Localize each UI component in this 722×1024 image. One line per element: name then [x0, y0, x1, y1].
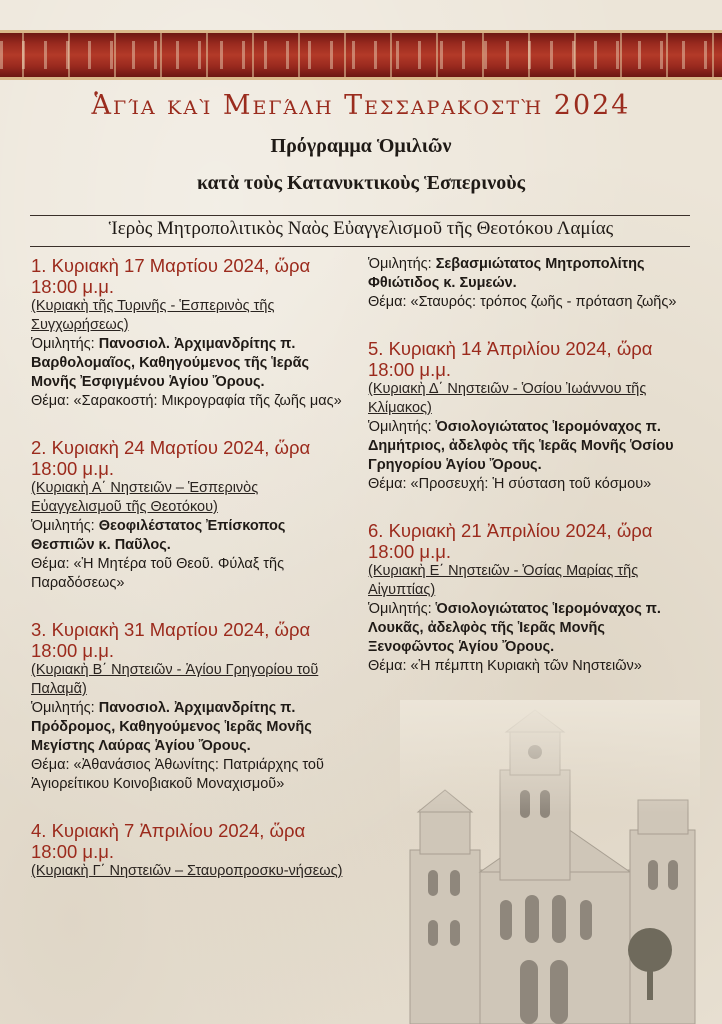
divider-top	[30, 215, 690, 216]
event-speaker	[31, 699, 349, 756]
theme-label: Θέμα:	[368, 658, 407, 674]
event-occasion: (Κυριακὴ Γ΄ Νηστειῶν – Σταυροπροσκυ-νήσεως)	[31, 863, 343, 879]
theme-text: «Ἡ Μητέρα τοῦ Θεοῦ. Φύλαξ τῆς Παραδόσεως»	[31, 556, 285, 591]
page-subtitle-vespers: κατὰ τοὺς Κατανυκτικοὺς Ἑσπερινοὺς	[196, 172, 526, 194]
event-occasion: (Κυριακὴ Α΄ Νηστειῶν – Ἑσπερινὸς Εὐαγγελισμοῦ τῆς Θεοτόκου)	[31, 480, 259, 515]
page-subtitle-program: Πρόγραμμα Ὁμιλιῶν	[270, 135, 452, 157]
event-2	[31, 437, 349, 593]
event-speaker	[31, 335, 349, 392]
event-occasion: (Κυριακὴ Β΄ Νηστειῶν - Ἁγίου Γρηγορίου τοῦ Παλαμᾶ)	[31, 662, 319, 697]
theme-label: Θέμα:	[368, 476, 407, 492]
event-1	[31, 255, 349, 411]
theme-label: Θέμα:	[368, 294, 407, 310]
event-title: 4. Κυριακὴ 7 Ἀπριλίου 2024, ὥρα 18:00 μ.μ.	[31, 820, 306, 862]
speaker-label: Ὁμιλητής:	[31, 700, 95, 716]
speaker-name: Πανοσιολ. Ἀρχιμανδρίτης π. Βαρθολομαῖος, Καθηγούμενος τῆς Ἱερᾶς Μονῆς Ἐσφιγμένου Ἁγίου Ὄρους.	[31, 336, 310, 390]
event-theme	[31, 555, 349, 593]
event-occasion: (Κυριακὴ τῆς Τυρινῆς - Ἑσπερινὸς τῆς Συγχωρήσεως)	[31, 298, 275, 333]
speaker-name: Ὁσιολογιώτατος Ἱερομόναχος π. Λουκᾶς, ἀδελφὸς τῆς Ἱερᾶς Μονῆς Ξενοφῶντος Ἁγίου Ὄρους.	[368, 601, 661, 655]
ornamental-border-band	[0, 30, 722, 80]
theme-label: Θέμα:	[31, 556, 70, 572]
speaker-label: Ὁμιλητής:	[31, 518, 95, 534]
event-speaker	[368, 418, 690, 475]
theme-text: «Προσευχή: Ἡ σύσταση τοῦ κόσμου»	[410, 476, 652, 492]
event-theme	[368, 475, 690, 494]
speaker-name: Σεβασμιώτατος Μητροπολίτης Φθιώτιδος κ. Συμεών.	[368, 256, 645, 291]
speaker-name: Ὁσιολογιώτατος Ἱερομόναχος π. Δημήτριος, ἀδελφὸς τῆς Ἱερᾶς Μονῆς Ὁσίου Γρηγορίου Ἁγίου Ὄρους.	[368, 419, 674, 473]
ornament-pattern	[0, 41, 722, 69]
event-speaker	[368, 600, 690, 657]
event-theme	[368, 293, 690, 312]
event-speaker	[368, 255, 690, 293]
theme-text: «Ἡ πέμπτη Κυριακὴ τῶν Νηστειῶν»	[410, 658, 642, 674]
event-theme	[31, 756, 349, 794]
event-3	[31, 619, 349, 794]
divider-bottom	[30, 246, 690, 247]
church-name: Ἱερὸς Μητροπολιτικὸς Ναὸς Εὐαγγελισμοῦ τῆς Θεοτόκου Λαμίας	[108, 218, 614, 239]
event-title: 6. Κυριακὴ 21 Ἀπριλίου 2024, ὥρα 18:00 μ.μ.	[368, 520, 653, 562]
speaker-label: Ὁμιλητής:	[368, 419, 432, 435]
event-occasion: (Κυριακὴ Δ΄ Νηστειῶν - Ὁσίου Ἰωάννου τῆς Κλίμακος)	[368, 381, 647, 416]
speaker-label: Ὁμιλητής:	[368, 601, 432, 617]
cathedral-illustration	[400, 700, 700, 1024]
event-theme	[368, 657, 690, 676]
event-occasion: (Κυριακὴ Ε΄ Νηστειῶν - Ὁσίας Μαρίας τῆς Αἰγυπτίας)	[368, 563, 639, 598]
event-title: 5. Κυριακὴ 14 Ἀπριλίου 2024, ὥρα 18:00 μ.μ.	[368, 338, 653, 380]
right-column	[368, 255, 690, 702]
page-title: Ἁγία καὶ Μεγάλη Τεσσαρακοστὴ 2024	[91, 90, 631, 121]
event-6	[368, 520, 690, 676]
event-title: 3. Κυριακὴ 31 Μαρτίου 2024, ὥρα 18:00 μ.μ.	[31, 619, 311, 661]
speaker-label: Ὁμιλητής:	[368, 256, 432, 272]
event-title: 2. Κυριακὴ 24 Μαρτίου 2024, ὥρα 18:00 μ.μ.	[31, 437, 311, 479]
theme-text: «Σαρακοστή: Μικρογραφία τῆς ζωῆς μας»	[73, 393, 342, 409]
theme-text: «Σταυρός: τρόπος ζωῆς - πρόταση ζωῆς»	[410, 294, 677, 310]
theme-text: «Ἀθανάσιος Ἀθωνίτης: Πατριάρχης τοῦ Ἁγιορείτικου Κοινοβιακοῦ Μοναχισμοῦ»	[31, 757, 324, 792]
event-speaker	[31, 517, 349, 555]
speaker-name: Πανοσιολ. Ἀρχιμανδρίτης π. Πρόδρομος, Καθηγούμενος Ἱερᾶς Μονῆς Μεγίστης Λαύρας Ἁγίου Ὄρους.	[31, 700, 312, 754]
event-theme	[31, 392, 349, 411]
speaker-label: Ὁμιλητής:	[31, 336, 95, 352]
event-4	[31, 820, 349, 881]
theme-label: Θέμα:	[31, 757, 70, 773]
event-5	[368, 338, 690, 494]
left-column	[31, 255, 349, 907]
event-4-continued	[368, 255, 690, 312]
theme-label: Θέμα:	[31, 393, 70, 409]
event-title: 1. Κυριακὴ 17 Μαρτίου 2024, ὥρα 18:00 μ.μ.	[31, 255, 311, 297]
speaker-name: Θεοφιλέστατος Ἐπίσκοπος Θεσπιῶν κ. Παῦλος.	[31, 518, 286, 553]
